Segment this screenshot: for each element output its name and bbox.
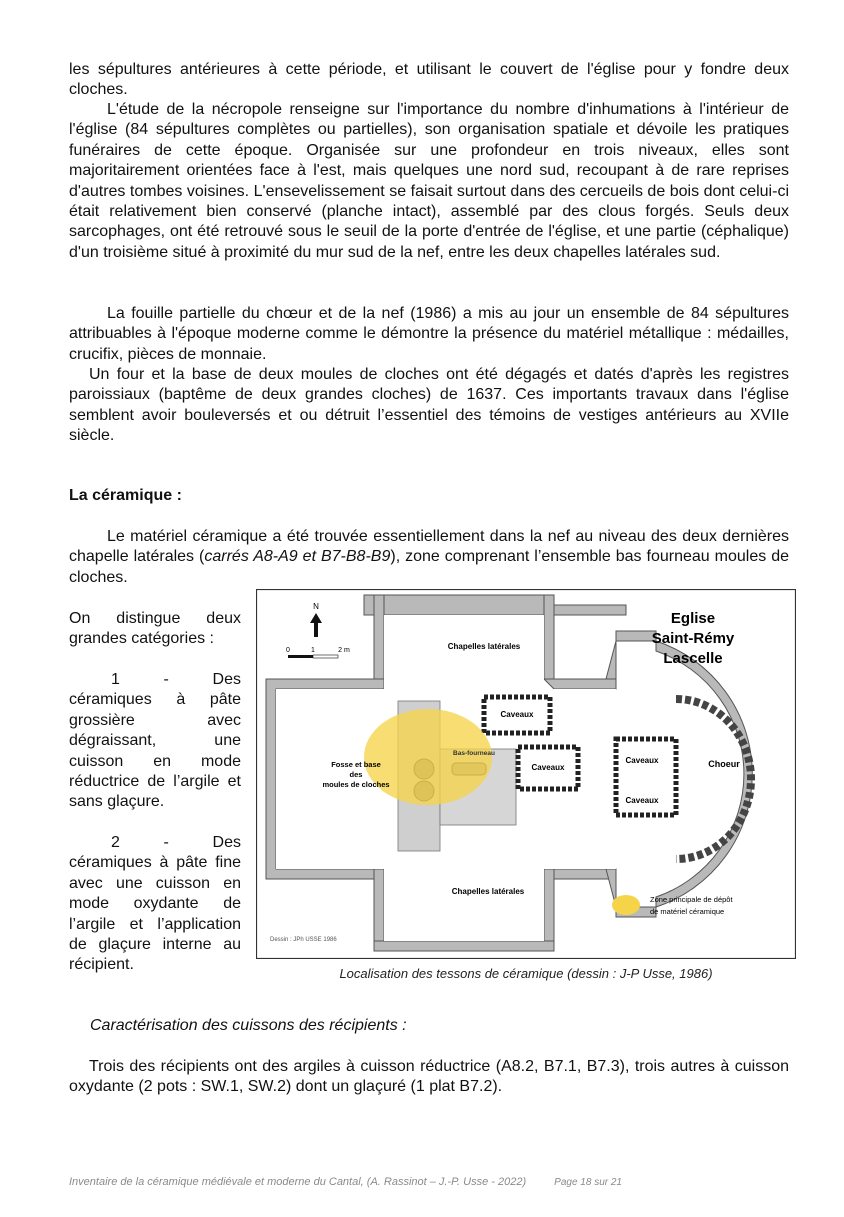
paragraph-fouille: La fouille partielle du chœur et de la nef (1986) a mis au jour un ensemble de 84 sépultures attribuables à l'époque moderne comme le démontre la présence du matériel métallique : médailles, crucifix, pièces de monnaie. xyxy=(69,305,789,363)
ceramic-deposit-zone xyxy=(364,709,492,805)
scale-label-2: 2 m xyxy=(338,647,350,654)
south-chapel-area xyxy=(384,869,544,941)
paragraph-continuation: les sépultures antérieures à cette période, et utilisant le couvert de l'église pour y fondre deux cloches. xyxy=(69,61,789,99)
plan-title-2: Saint-Rémy xyxy=(651,630,735,647)
legend-text-1: Zone principale de dépôt xyxy=(650,895,733,904)
plan-title-1: Eglise xyxy=(670,610,716,627)
label-caveaux-3: Caveaux xyxy=(625,756,659,765)
north-chapel-area xyxy=(384,615,544,689)
category-2: 2 - Des céramiques à pâte fine avec une cuisson en mode oxydante de l’argile et l’application de glaçure interne au récipient. xyxy=(69,834,241,974)
intro-italic-squares: carrés A8-A9 et B7-B8-B9 xyxy=(204,548,391,566)
plan-title-3: Lascelle xyxy=(663,650,723,667)
label-caveaux-4: Caveaux xyxy=(625,796,659,805)
label-fosse-2: des xyxy=(349,770,363,779)
paragraph-necropole: L'étude de la nécropole renseigne sur l'importance du nombre d'inhumations à l'intérieur de l'église (84 sépultures complètes ou partielles), son organisation spatiale et dévoile les pratiques funéraires de cette époque. Organisée sur une profondeur en trois niveaux, elles sont majoritairement orientées face à l'est, mais quelques une nord sud, recoupant à de rare reprises d'autres tombes voisines. L'ensevelissement se faisait surtout dans des cercueils de bois dont celui-ci était relativement bien conservé (planche intact), assemblé par des clous forgés. Seuls deux sarcophages, ont été retrouvé sous le seuil de la porte d'entrée de l'église, et une partie (céphalique) d'un troisième situé à proximité du mur sud de la nef, entre les deux chapelles latérales sud. xyxy=(69,101,789,261)
label-fosse-1: Fosse et base xyxy=(331,760,381,769)
page-number: Page 18 sur 21 xyxy=(554,1177,622,1188)
page-footer xyxy=(69,1176,622,1188)
north-label: N xyxy=(313,602,319,611)
label-chapelles-south: Chapelles latérales xyxy=(451,887,525,896)
scale-bar xyxy=(288,655,338,658)
footer-text: Inventaire de la céramique médiévale et moderne du Cantal, (A. Rassinot – J.-P. Usse - 2022) xyxy=(69,1176,527,1188)
subheading-cuissons: Caractérisation des cuissons des récipients : xyxy=(90,1017,407,1034)
label-fosse-3: moules de cloches xyxy=(322,780,390,789)
paragraph-ceramique-intro xyxy=(69,527,789,588)
intro-text-end: ), zone comprenant l’ensemble bas fourneau moules de cloches. xyxy=(69,548,790,586)
label-bas-fourneau: Bas-fourneau xyxy=(453,750,495,757)
label-caveaux-2: Caveaux xyxy=(531,763,565,772)
category-1: 1 - Des céramiques à pâte grossière avec dégraissant, une cuisson en mode réductrice de l’argile et sans glaçure. xyxy=(69,671,241,811)
plan-signature: Dessin : JPh USSE 1986 xyxy=(270,937,337,943)
legend-swatch xyxy=(612,895,640,915)
legend-text-2: de matériel céramique xyxy=(650,907,725,916)
church-plan-figure xyxy=(256,589,796,959)
intro-text: Le matériel céramique a été trouvée essentiellement dans la nef au niveau des deux dernières chapelle latérales ( xyxy=(69,528,789,566)
scale-label-1: 1 xyxy=(311,647,315,654)
section-heading-ceramique: La céramique : xyxy=(69,487,182,504)
categories-intro: On distingue deux grandes catégories : xyxy=(69,610,241,648)
figure-caption: Localisation des tessons de céramique (dessin : J-P Usse, 1986) xyxy=(339,966,713,981)
label-caveaux-1: Caveaux xyxy=(500,710,534,719)
label-chapelles-north: Chapelles latérales xyxy=(447,642,521,651)
paragraph-final: Trois des récipients ont des argiles à cuisson réductrice (A8.2, B7.1, B7.3), trois autres à cuisson oxydante (2 pots : SW.1, SW.2) dont un glaçuré (1 plat B7.2). xyxy=(69,1058,789,1096)
paragraph-four: Un four et la base de deux moules de cloches ont été dégagés et datés d'après les registres paroissiaux (baptême de deux grandes cloches) de 1637. Ces importants travaux dans l'église semblent avoir bouleversés et ou détruit l’essentiel des témoins de vestiges antérieurs au XVIIe siècle. xyxy=(69,366,789,445)
scale-label-0: 0 xyxy=(286,647,290,654)
label-choeur: Choeur xyxy=(708,759,740,769)
